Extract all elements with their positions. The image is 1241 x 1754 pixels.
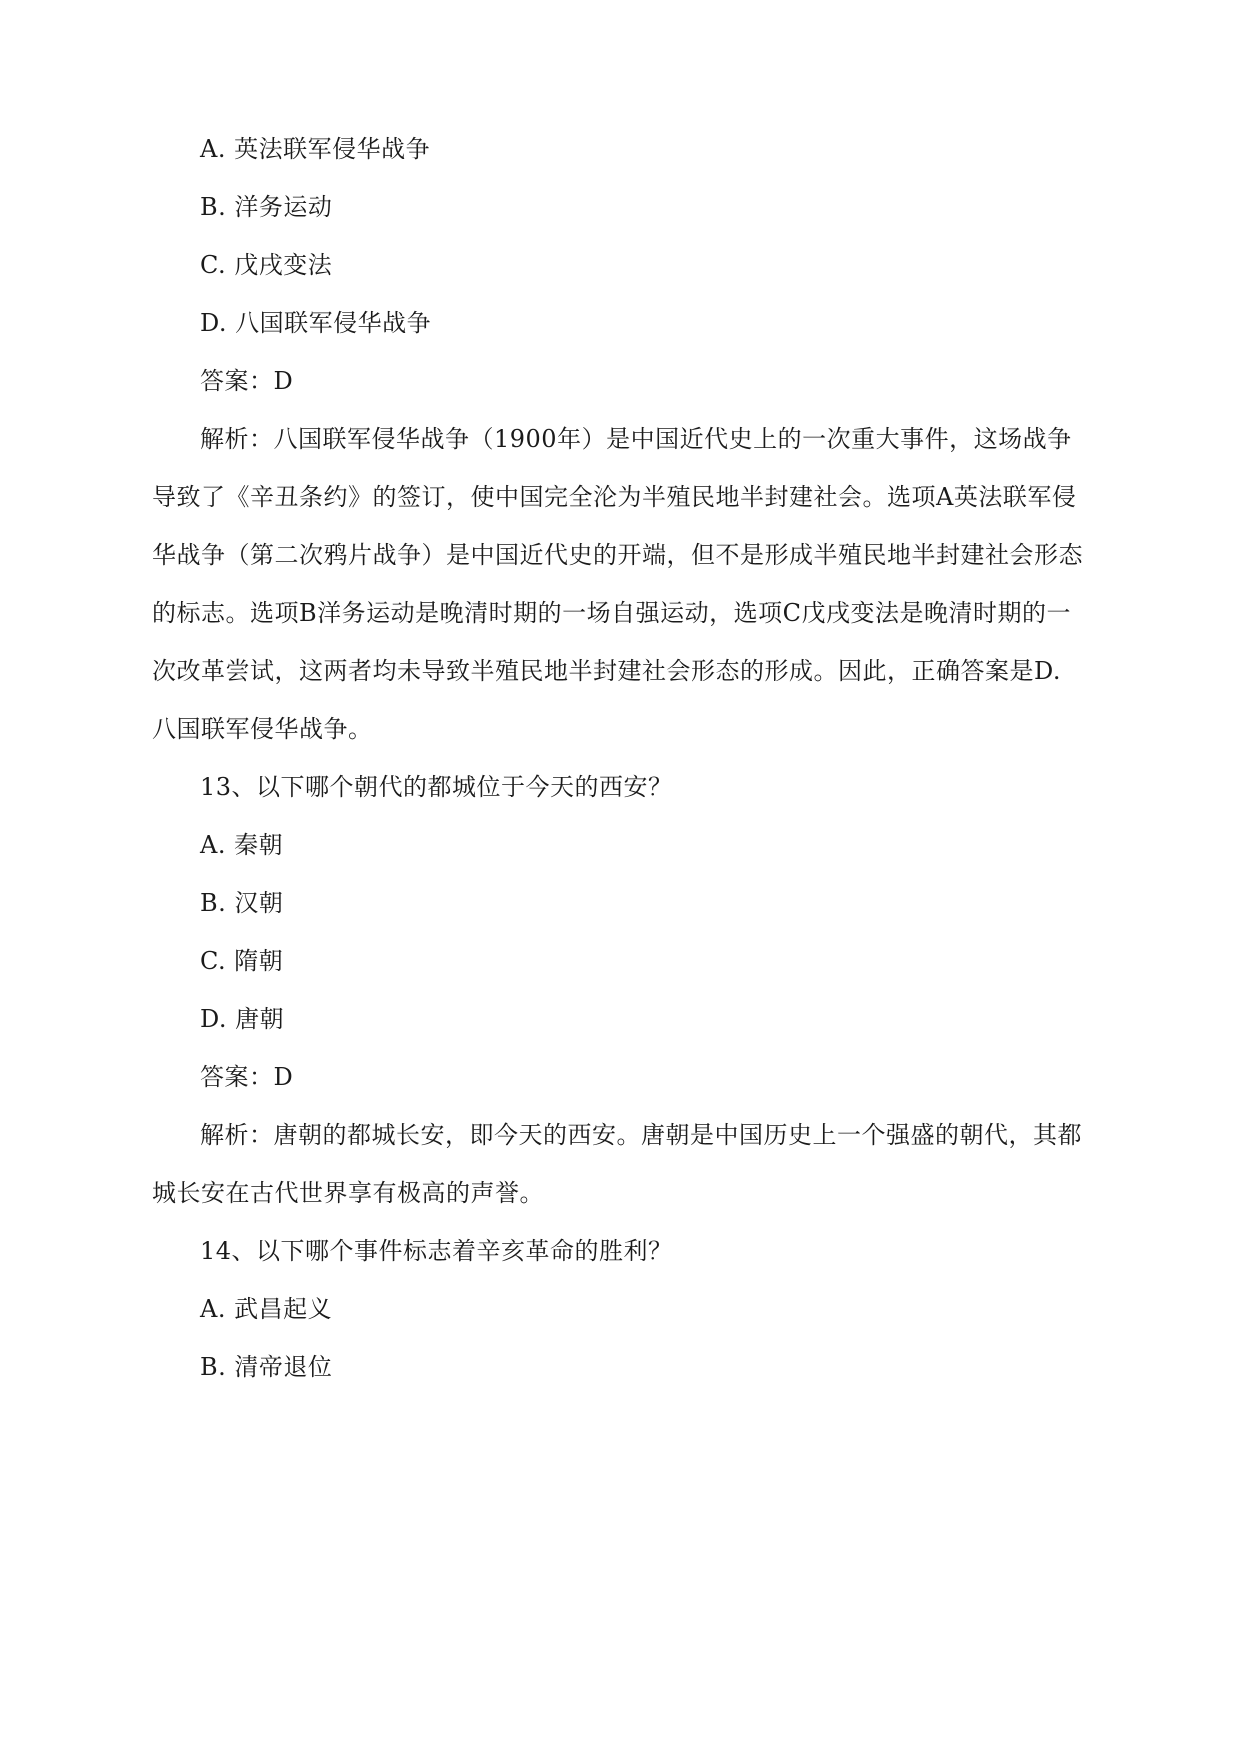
q13-option-c: C. 隋朝	[200, 947, 284, 975]
q12-explanation-line: 导致了《辛丑条约》的签订，使中国完全沦为半殖民地半封建社会。选项A英法联军侵	[152, 483, 1077, 511]
q12-option-a: A. 英法联军侵华战争	[200, 135, 431, 163]
q12-option-c: C. 戊戌变法	[200, 251, 333, 279]
q14-option-a: A. 武昌起义	[200, 1295, 333, 1323]
q14-question: 14、以下哪个事件标志着辛亥革命的胜利？	[200, 1237, 673, 1265]
q12-option-d: D. 八国联军侵华战争	[200, 309, 432, 337]
q12-explanation-line: 华战争（第二次鸦片战争）是中国近代史的开端，但不是形成半殖民地半封建社会形态	[152, 541, 1083, 569]
q12-explanation-line: 的标志。选项B洋务运动是晚清时期的一场自强运动，选项C戊戌变法是晚清时期的一	[152, 599, 1071, 627]
q14-option-b: B. 清帝退位	[200, 1353, 333, 1381]
q12-answer: 答案：D	[200, 367, 294, 395]
q12-explanation-line: 次改革尝试，这两者均未导致半殖民地半封建社会形态的形成。因此，正确答案是D.	[152, 657, 1062, 685]
q12-option-b: B. 洋务运动	[200, 193, 333, 221]
q12-explanation-line: 解析：八国联军侵华战争（1900年）是中国近代史上的一次重大事件，这场战争	[200, 425, 1072, 453]
q12-explanation-line: 八国联军侵华战争。	[152, 715, 373, 743]
q13-option-b: B. 汉朝	[200, 889, 284, 917]
q13-option-a: A. 秦朝	[200, 831, 284, 859]
q13-question: 13、以下哪个朝代的都城位于今天的西安？	[200, 773, 673, 801]
q13-option-d: D. 唐朝	[200, 1005, 285, 1033]
q13-explanation-line: 城长安在古代世界享有极高的声誉。	[152, 1179, 544, 1207]
q13-answer: 答案：D	[200, 1063, 294, 1091]
q13-explanation-line: 解析：唐朝的都城长安，即今天的西安。唐朝是中国历史上一个强盛的朝代，其都	[200, 1121, 1082, 1149]
